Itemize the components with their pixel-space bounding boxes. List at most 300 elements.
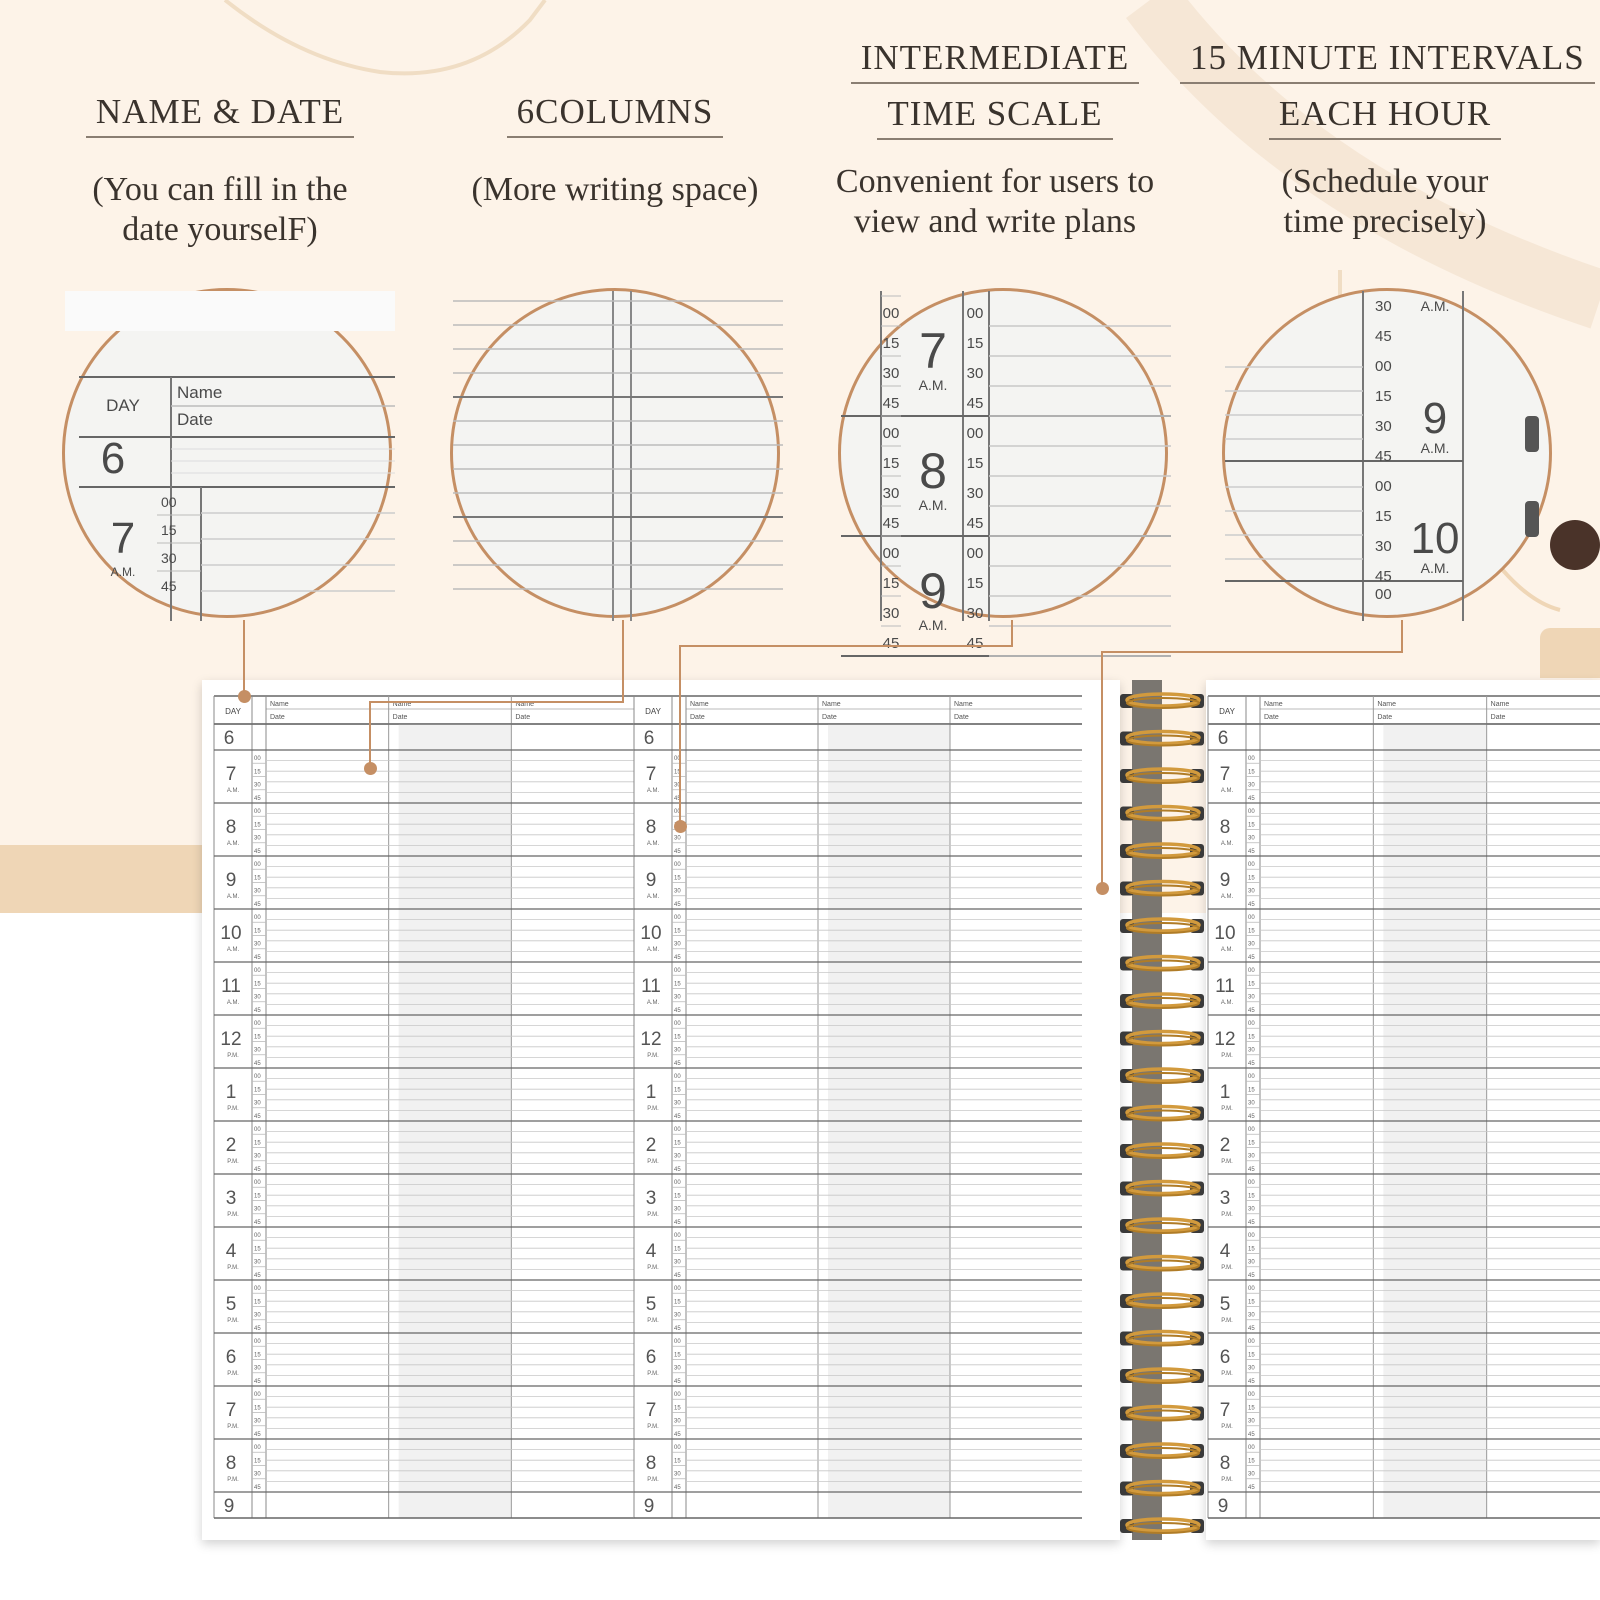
zoom-text: A.M. [110,565,136,579]
quarter-label: 30 [1248,1047,1255,1054]
quarter-label: 30 [674,1206,681,1213]
quarter-label: 00 [674,1445,681,1451]
hour-number: 8 [1219,817,1231,838]
quarter-label: 45 [674,848,681,855]
zoom-text: 30 [966,485,984,502]
quarter-label: 00 [254,968,261,974]
hour-number: 2 [1219,1135,1231,1156]
quarter-label: 15 [1248,981,1255,988]
quarter-label: 00 [1248,1392,1255,1398]
quarter-label: 00 [1248,1445,1255,1451]
quarter-label: 45 [1248,954,1255,961]
quarter-label: 45 [1248,1378,1255,1385]
quarter-label: 15 [674,1087,681,1094]
quarter-label: 00 [254,1180,261,1186]
zoom-text: A.M. [1420,440,1450,456]
zoom-text: 15 [161,522,177,538]
zoom-text: 30 [1375,418,1392,435]
quarter-label: 00 [254,862,261,868]
quarter-label: 45 [674,1325,681,1332]
quarter-label: 15 [1248,1140,1255,1147]
desc-line: time precisely) [1283,203,1487,240]
hour-number: 3 [225,1188,237,1209]
quarter-label: 45 [254,1060,261,1067]
quarter-label: 15 [254,1087,261,1094]
zoom-text: 9 [919,563,947,619]
quarter-label: 30 [254,1206,261,1213]
desc-line: date yourselF) [122,211,318,248]
quarter-label: 15 [1248,1193,1255,1200]
quarter-label: 00 [1248,968,1255,974]
zoom-text: 30 [882,365,900,382]
date-label: Date [822,714,837,721]
am-pm-label: P.M. [1221,1424,1233,1430]
zoom-text: 30 [882,605,900,622]
am-pm-label: P.M. [227,1106,239,1112]
quarter-label: 45 [674,1060,681,1067]
zoom-text: 00 [966,425,984,442]
zoom-text: 30 [1375,538,1392,555]
am-pm-label: A.M. [1220,841,1234,847]
zoom-text: 15 [1375,508,1392,525]
zoom-text: A.M. [1420,560,1450,576]
zoom-text: 15 [1375,388,1392,405]
quarter-label: 30 [674,1100,681,1107]
zoom-text: 9 [1422,394,1448,443]
quarter-label: 00 [674,1074,681,1080]
am-pm-label: P.M. [227,1212,239,1218]
hour-number: 7 [225,764,237,785]
quarter-label: 00 [1248,756,1255,762]
am-pm-label: P.M. [227,1424,239,1430]
quarter-label: 00 [254,809,261,815]
quarter-label: 45 [674,795,681,802]
am-pm-label: P.M. [227,1159,239,1165]
quarter-label: 15 [254,928,261,935]
quarter-label: 45 [254,1431,261,1438]
zoom-text: 00 [1375,478,1392,495]
feature-title: 15 MINUTE INTERVALS [1180,38,1595,84]
zoom-text: 00 [882,305,900,322]
quarter-label: 00 [254,1392,261,1398]
hour-number: 1 [225,1082,237,1103]
quarter-label: 30 [254,1418,261,1425]
am-pm-label: P.M. [1221,1053,1233,1059]
zoom-text: 7 [110,514,136,563]
quarter-label: 00 [674,862,681,868]
am-pm-label: P.M. [647,1477,659,1483]
quarter-label: 30 [1248,1471,1255,1478]
quarter-label: 45 [674,1113,681,1120]
hour-number: 4 [225,1241,237,1262]
quarter-label: 00 [1248,1021,1255,1027]
zoom-text: 30 [1375,298,1392,315]
date-label: Date [690,714,705,721]
zoom-text: A.M. [1420,298,1450,314]
quarter-label: 45 [674,1431,681,1438]
hour-number: 8 [645,1453,657,1474]
quarter-label: 30 [674,994,681,1001]
quarter-label: 00 [674,1286,681,1292]
quarter-label: 30 [1248,1206,1255,1213]
quarter-label: 45 [674,1007,681,1014]
hour-number: 3 [645,1188,657,1209]
quarter-label: 15 [674,1458,681,1465]
quarter-label: 00 [1248,1286,1255,1292]
quarter-label: 45 [1248,1166,1255,1173]
quarter-label: 30 [1248,1312,1255,1319]
quarter-label: 45 [1248,1113,1255,1120]
hour-number: 10 [220,923,242,944]
quarter-label: 00 [674,1392,681,1398]
quarter-label: 30 [674,1418,681,1425]
zoom-text: 45 [966,395,984,412]
quarter-label: 30 [254,888,261,895]
zoom-text: Name [177,383,223,402]
quarter-label: 45 [1248,1431,1255,1438]
quarter-label: 15 [1248,822,1255,829]
quarter-label: 30 [1248,1153,1255,1160]
zoom-text: 15 [882,455,900,472]
day-label: DAY [225,707,241,716]
am-pm-label: P.M. [227,1265,239,1271]
name-label: Name [1490,701,1510,708]
name-label: Name [270,701,289,708]
hour-number: 9 [643,1496,655,1517]
zoom-text: 8 [919,443,947,499]
quarter-label: 15 [674,1405,681,1412]
zoom-text: 30 [161,550,177,566]
zoom-text: 45 [1375,568,1392,585]
hour-number: 5 [225,1294,237,1315]
quarter-label: 45 [674,1272,681,1279]
quarter-label: 30 [254,1047,261,1054]
hour-number: 12 [220,1029,242,1050]
quarter-label: 15 [674,928,681,935]
am-pm-label: P.M. [227,1318,239,1324]
quarter-label: 45 [254,1325,261,1332]
quarter-label: 45 [674,901,681,908]
quarter-label: 15 [1248,1034,1255,1041]
quarter-label: 15 [254,1034,261,1041]
quarter-label: 30 [254,835,261,842]
hour-number: 7 [645,764,657,785]
zoom-text: A.M. [918,497,948,513]
quarter-label: 45 [254,1378,261,1385]
zoom-text: 00 [882,425,900,442]
zoom-text: 45 [966,635,984,652]
hour-number: 6 [643,728,655,749]
quarter-label: 30 [1248,1259,1255,1266]
quarter-label: 15 [1248,1458,1255,1465]
quarter-label: 15 [254,1352,261,1359]
quarter-label: 30 [674,1471,681,1478]
quarter-label: 45 [674,1484,681,1491]
hour-number: 10 [640,923,662,944]
feature-title: 6COLUMNS [507,92,724,138]
quarter-label: 30 [1248,941,1255,948]
am-pm-label: A.M. [226,1000,240,1006]
zoom-text: 45 [882,515,900,532]
am-pm-label: P.M. [647,1212,659,1218]
date-label: Date [954,714,969,721]
quarter-label: 00 [254,1286,261,1292]
am-pm-label: A.M. [646,841,660,847]
am-pm-label: A.M. [1220,1000,1234,1006]
am-pm-label: P.M. [1221,1212,1233,1218]
quarter-label: 45 [1248,1484,1255,1491]
quarter-label: 15 [674,769,681,776]
quarter-label: 00 [674,1180,681,1186]
name-label: Name [954,701,973,708]
hour-number: 7 [1219,1400,1231,1421]
am-pm-label: P.M. [227,1053,239,1059]
quarter-label: 15 [254,981,261,988]
quarter-label: 30 [254,1471,261,1478]
am-pm-label: A.M. [1220,788,1234,794]
quarter-label: 15 [674,1193,681,1200]
zoom-text: 45 [882,395,900,412]
date-label: Date [1264,714,1279,721]
quarter-label: 00 [254,1445,261,1451]
am-pm-label: A.M. [226,788,240,794]
date-label: Date [1490,714,1506,721]
quarter-label: 00 [1248,1074,1255,1080]
zoom-text: Date [177,410,213,429]
quarter-label: 45 [1248,795,1255,802]
quarter-label: 00 [674,1339,681,1345]
date-label: Date [392,714,408,721]
hour-number: 11 [641,976,661,997]
quarter-label: 00 [254,756,261,762]
quarter-label: 15 [254,1193,261,1200]
quarter-label: 00 [674,809,681,815]
hour-number: 12 [640,1029,662,1050]
hour-number: 9 [1217,1496,1229,1517]
desc-line: Convenient for users to [835,163,1155,200]
zoom-text: 00 [966,305,984,322]
day-label: DAY [645,707,661,716]
am-pm-label: A.M. [646,788,660,794]
quarter-label: 00 [674,915,681,921]
zoom-text: 30 [966,605,984,622]
zoom-text: 10 [1410,514,1460,563]
quarter-label: 00 [254,1074,261,1080]
hour-number: 8 [225,817,237,838]
quarter-label: 30 [674,888,681,895]
zoom-text: 45 [1375,328,1392,345]
am-pm-label: P.M. [227,1477,239,1483]
hour-number: 6 [645,1347,657,1368]
feature-title: NAME & DATE [86,92,354,138]
hour-number: 9 [1219,870,1231,891]
quarter-label: 30 [1248,1418,1255,1425]
quarter-label: 15 [254,1246,261,1253]
hour-number: 2 [225,1135,237,1156]
zoom-text: 6 [100,434,126,483]
quarter-label: 30 [674,1312,681,1319]
quarter-label: 15 [674,1299,681,1306]
quarter-label: 45 [254,954,261,961]
quarter-label: 45 [674,1166,681,1173]
quarter-label: 30 [1248,1100,1255,1107]
quarter-label: 00 [1248,1180,1255,1186]
am-pm-label: P.M. [647,1265,659,1271]
hour-number: 1 [1219,1082,1231,1103]
zoom-text: A.M. [918,617,948,633]
quarter-label: 15 [254,1405,261,1412]
hour-number: 8 [225,1453,237,1474]
zoom-text: 45 [882,635,900,652]
quarter-label: 15 [674,1352,681,1359]
quarter-label: 30 [254,1312,261,1319]
name-label: Name [1264,701,1283,708]
date-label: Date [1377,714,1393,721]
zoom-text: 15 [966,335,984,352]
day-label: DAY [1219,707,1235,716]
name-label: Name [822,701,841,708]
quarter-label: 45 [1248,1325,1255,1332]
am-pm-label: A.M. [226,894,240,900]
quarter-label: 30 [674,1259,681,1266]
hour-number: 11 [1215,976,1235,997]
am-pm-label: P.M. [1221,1477,1233,1483]
hour-number: 6 [223,728,235,749]
quarter-label: 15 [254,875,261,882]
quarter-label: 15 [1248,1352,1255,1359]
am-pm-label: P.M. [1221,1318,1233,1324]
zoom-text: 00 [882,545,900,562]
name-label: Name [690,701,709,708]
quarter-label: 15 [1248,1405,1255,1412]
am-pm-label: A.M. [646,947,660,953]
zoom-text: 15 [966,455,984,472]
zoom-text: 30 [882,485,900,502]
quarter-label: 15 [254,822,261,829]
am-pm-label: P.M. [1221,1159,1233,1165]
quarter-label: 00 [1248,1233,1255,1239]
callout-dot [1096,882,1109,895]
hour-number: 7 [225,1400,237,1421]
quarter-label: 30 [254,994,261,1001]
callout-dot [674,820,687,833]
quarter-label: 45 [674,954,681,961]
quarter-label: 15 [1248,1087,1255,1094]
callout-dot [364,762,377,775]
quarter-label: 00 [254,1021,261,1027]
quarter-label: 15 [254,769,261,776]
zoom-text: 00 [1375,358,1392,375]
hour-number: 6 [225,1347,237,1368]
am-pm-label: P.M. [1221,1371,1233,1377]
name-label: Name [515,701,535,708]
am-pm-label: P.M. [647,1053,659,1059]
hour-number: 7 [645,1400,657,1421]
hour-number: 7 [1219,764,1231,785]
quarter-label: 45 [1248,1007,1255,1014]
zoom-text: 00 [161,494,177,510]
quarter-label: 00 [1248,915,1255,921]
quarter-label: 45 [1248,848,1255,855]
quarter-label: 45 [254,1007,261,1014]
zoom-text: 45 [966,515,984,532]
quarter-label: 30 [254,1259,261,1266]
am-pm-label: A.M. [646,1000,660,1006]
feature-title-2: EACH HOUR [1269,94,1501,140]
feature-title-2: TIME SCALE [877,94,1112,140]
zoom-text: 00 [966,545,984,562]
quarter-label: 00 [674,1127,681,1133]
desc-line: (You can fill in the [92,171,348,208]
quarter-label: 30 [674,835,681,842]
quarter-label: 15 [1248,928,1255,935]
am-pm-label: A.M. [226,841,240,847]
zoom-text: DAY [106,396,140,415]
quarter-label: 15 [254,1458,261,1465]
zoom-text: 45 [1375,448,1392,465]
date-label: Date [270,714,285,721]
quarter-label: 45 [1248,901,1255,908]
am-pm-label: P.M. [647,1106,659,1112]
quarter-label: 00 [1248,1339,1255,1345]
quarter-label: 30 [254,1153,261,1160]
quarter-label: 00 [254,1339,261,1345]
hour-number: 12 [1214,1029,1236,1050]
quarter-label: 45 [254,901,261,908]
quarter-label: 45 [254,848,261,855]
hour-number: 4 [1219,1241,1231,1262]
feature-title: INTERMEDIATE [851,38,1140,84]
quarter-label: 15 [1248,1299,1255,1306]
quarter-label: 30 [674,782,681,789]
quarter-label: 30 [254,1365,261,1372]
quarter-label: 15 [674,1246,681,1253]
hour-number: 6 [1219,1347,1231,1368]
quarter-label: 45 [674,1219,681,1226]
am-pm-label: P.M. [647,1371,659,1377]
hour-number: 11 [221,976,241,997]
hour-number: 8 [1219,1453,1231,1474]
quarter-label: 30 [254,941,261,948]
hour-number: 8 [645,817,657,838]
quarter-label: 00 [254,915,261,921]
quarter-label: 45 [1248,1060,1255,1067]
zoom-text: 30 [966,365,984,382]
quarter-label: 30 [1248,1365,1255,1372]
am-pm-label: A.M. [1220,894,1234,900]
callout-dot [238,690,251,703]
quarter-label: 00 [254,1233,261,1239]
quarter-label: 45 [674,1378,681,1385]
quarter-label: 15 [674,1140,681,1147]
quarter-label: 15 [1248,769,1255,776]
zoom-text: 7 [919,323,947,379]
quarter-label: 30 [1248,888,1255,895]
am-pm-label: P.M. [647,1159,659,1165]
quarter-label: 15 [1248,875,1255,882]
quarter-label: 45 [254,1272,261,1279]
name-label: Name [392,701,412,708]
hour-number: 5 [1219,1294,1231,1315]
quarter-label: 30 [254,1100,261,1107]
quarter-label: 00 [254,1127,261,1133]
quarter-label: 15 [674,981,681,988]
hour-number: 10 [1214,923,1236,944]
quarter-label: 15 [1248,1246,1255,1253]
quarter-label: 00 [1248,809,1255,815]
quarter-label: 15 [674,875,681,882]
quarter-label: 00 [674,968,681,974]
